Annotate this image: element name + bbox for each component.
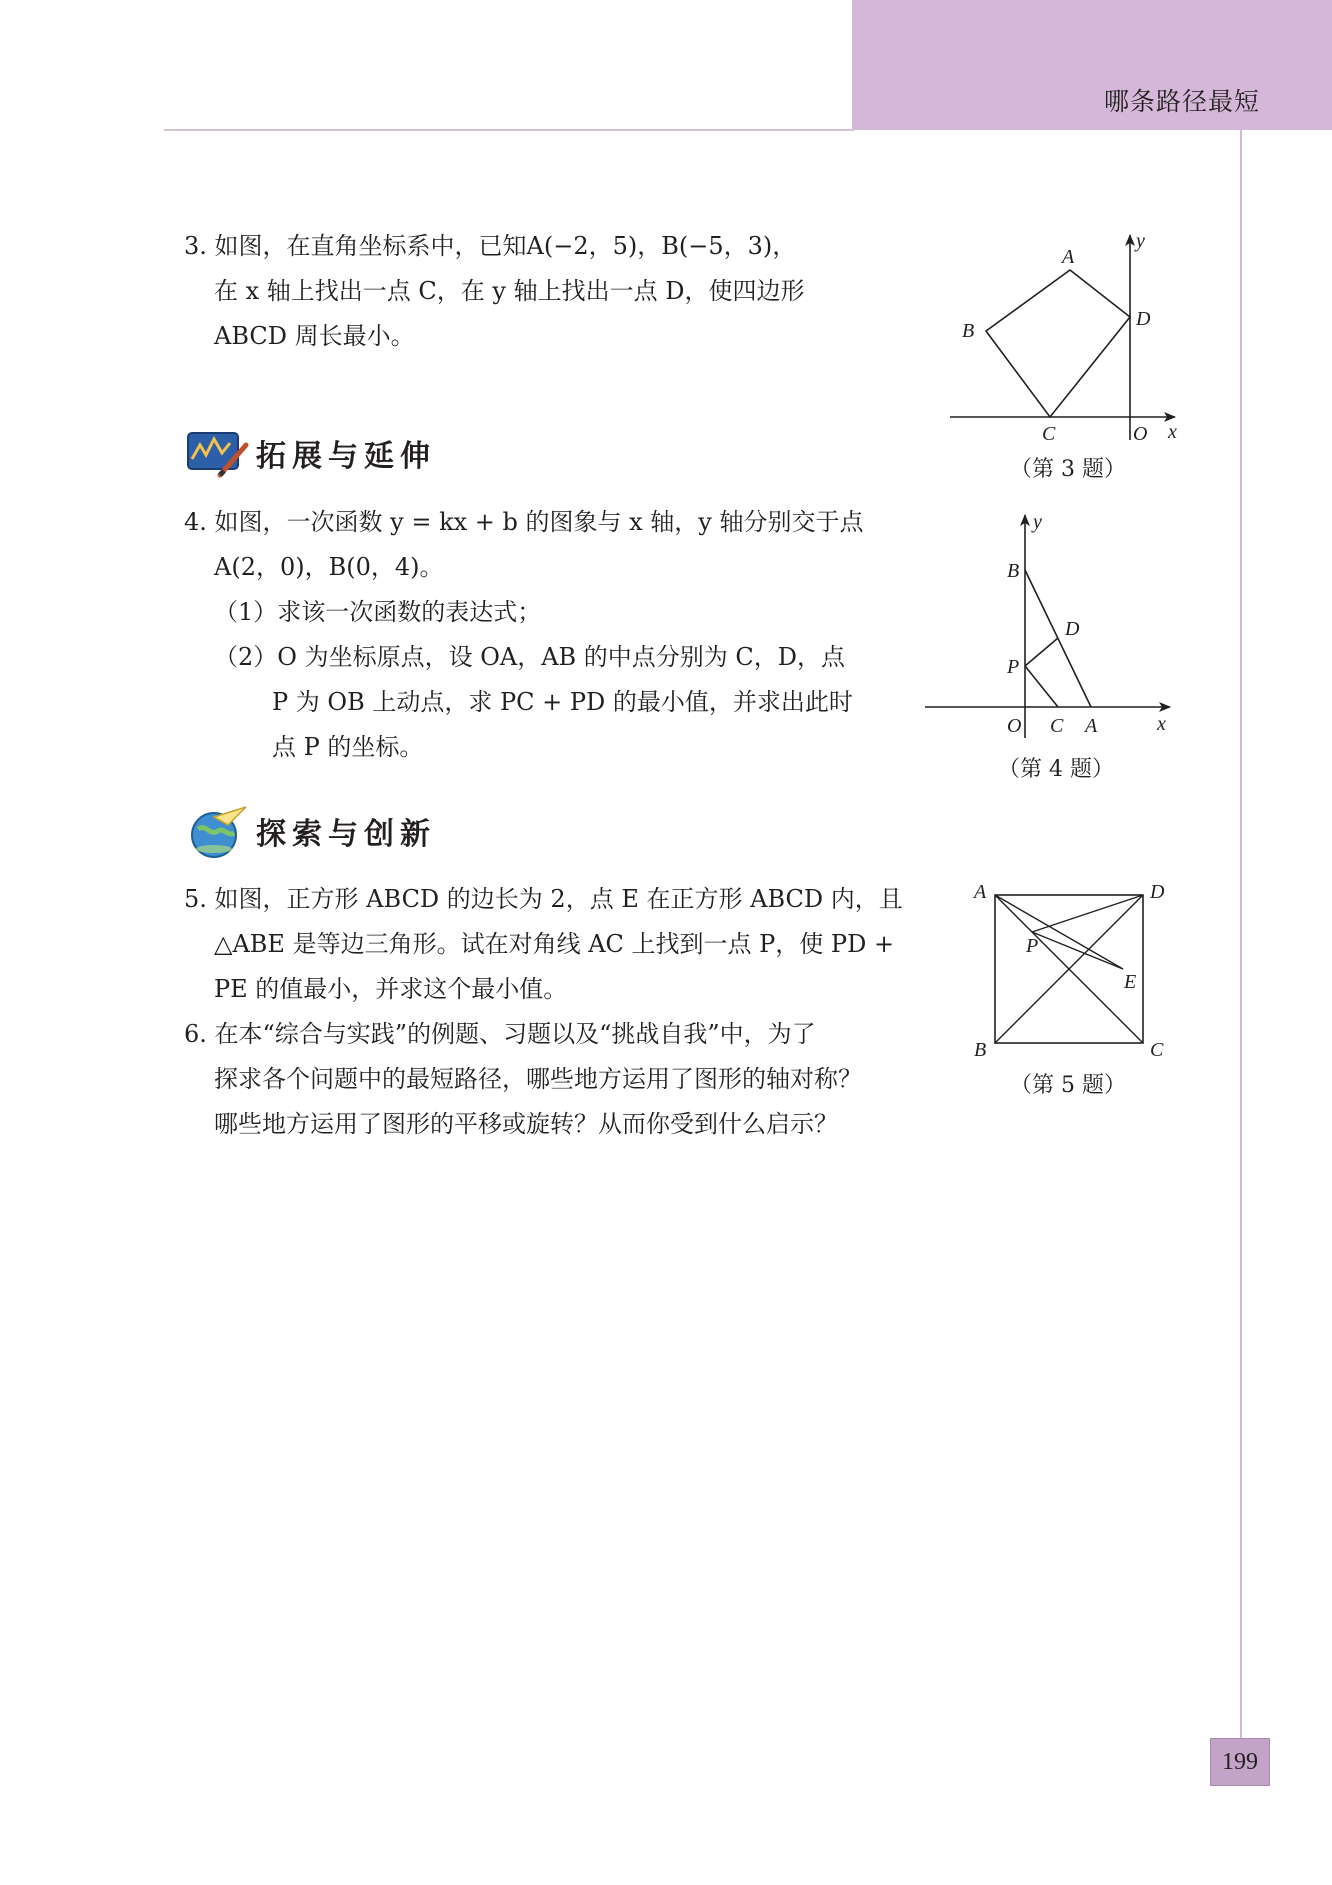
label-y: y <box>1033 511 1042 533</box>
label-e: E <box>1124 971 1137 993</box>
label-d: D <box>1136 308 1151 330</box>
section-explore-heading <box>184 803 436 859</box>
label-x: x <box>1168 421 1177 443</box>
caption-problem-4: （第 4 题） <box>998 757 1114 782</box>
segment-pe <box>1032 932 1123 969</box>
figure-3 <box>950 225 1190 450</box>
section-explore-title: 探索与创新 <box>256 817 436 852</box>
label-b: B <box>962 320 975 342</box>
problem-3-line-2: 在 x 轴上找出一点 C，在 y 轴上找出一点 D，使四边形 <box>214 277 805 305</box>
label-d: D <box>1150 881 1165 903</box>
section-extend-heading <box>184 425 436 481</box>
label-x: x <box>1157 713 1166 735</box>
problem-3-line-1: 3. 如图，在直角坐标系中，已知A(−2，5)，B(−5，3)， <box>184 232 797 260</box>
problem-5 <box>184 877 903 1012</box>
problem-6-line-2: 探求各个问题中的最短路径，哪些地方运用了图形的轴对称？ <box>214 1065 862 1093</box>
problem-3-line-3: ABCD 周长最小。 <box>214 322 415 350</box>
side-rule <box>1240 130 1242 1740</box>
label-o: O <box>1007 715 1022 737</box>
label-o: O <box>1133 423 1148 445</box>
header-rule <box>164 129 854 131</box>
problem-3 <box>184 224 804 359</box>
segment-ae <box>995 895 1123 969</box>
segment-pd <box>1032 895 1143 932</box>
label-p: P <box>1026 935 1039 957</box>
section-extend-title: 拓展与延伸 <box>256 439 436 474</box>
page-header-title: 哪条路径最短 <box>1103 87 1260 116</box>
label-b: B <box>1007 560 1020 582</box>
label-a: A <box>1062 246 1075 268</box>
problem-4-line-6: 点 P 的坐标。 <box>272 733 424 761</box>
figure-5 <box>970 880 1180 1060</box>
pen-chart-icon <box>184 425 250 481</box>
problem-6-line-3: 哪些地方运用了图形的平移或旋转？从而你受到什么启示？ <box>214 1110 838 1138</box>
caption-problem-5: （第 5 题） <box>1010 1073 1126 1098</box>
problem-5-line-1: 5. 如图，正方形 ABCD 的边长为 2，点 E 在正方形 ABCD 内，且 <box>184 885 903 913</box>
header-band <box>852 0 1332 130</box>
label-b: B <box>974 1039 987 1061</box>
problem-4-line-4: （2）O 为坐标原点，设 OA，AB 的中点分别为 C，D，点 <box>214 643 846 671</box>
page-number: 199 <box>1210 1738 1270 1786</box>
figure-4 <box>925 510 1185 740</box>
label-p: P <box>1007 656 1020 678</box>
problem-6 <box>184 1012 862 1147</box>
label-a: A <box>1085 715 1098 737</box>
problem-4 <box>184 500 864 770</box>
segment-pc <box>1025 666 1058 707</box>
label-c: C <box>1042 423 1056 445</box>
problem-5-line-3: PE 的值最小，并求这个最小值。 <box>214 975 568 1003</box>
problem-4-line-3: （1）求该一次函数的表达式； <box>214 598 542 626</box>
label-y: y <box>1136 230 1145 252</box>
label-c: C <box>1050 715 1064 737</box>
label-c: C <box>1150 1039 1164 1061</box>
problem-6-line-1: 6. 在本“综合与实践”的例题、习题以及“挑战自我”中，为了 <box>184 1020 816 1048</box>
problem-4-line-5: P 为 OB 上动点，求 PC + PD 的最小值，并求出此时 <box>272 688 853 716</box>
globe-plane-icon <box>184 803 250 859</box>
label-d: D <box>1065 618 1080 640</box>
quadrilateral-abcd <box>986 270 1130 417</box>
caption-problem-3: （第 3 题） <box>1010 457 1126 482</box>
problem-5-line-2: △ABE 是等边三角形。试在对角线 AC 上找到一点 P，使 PD + <box>214 930 895 958</box>
problem-4-line-2: A(2，0)，B(0，4)。 <box>214 553 444 581</box>
label-a: A <box>974 881 987 903</box>
segment-pd <box>1025 638 1058 666</box>
problem-4-line-1: 4. 如图，一次函数 y = kx + b 的图象与 x 轴，y 轴分别交于点 <box>184 508 864 536</box>
